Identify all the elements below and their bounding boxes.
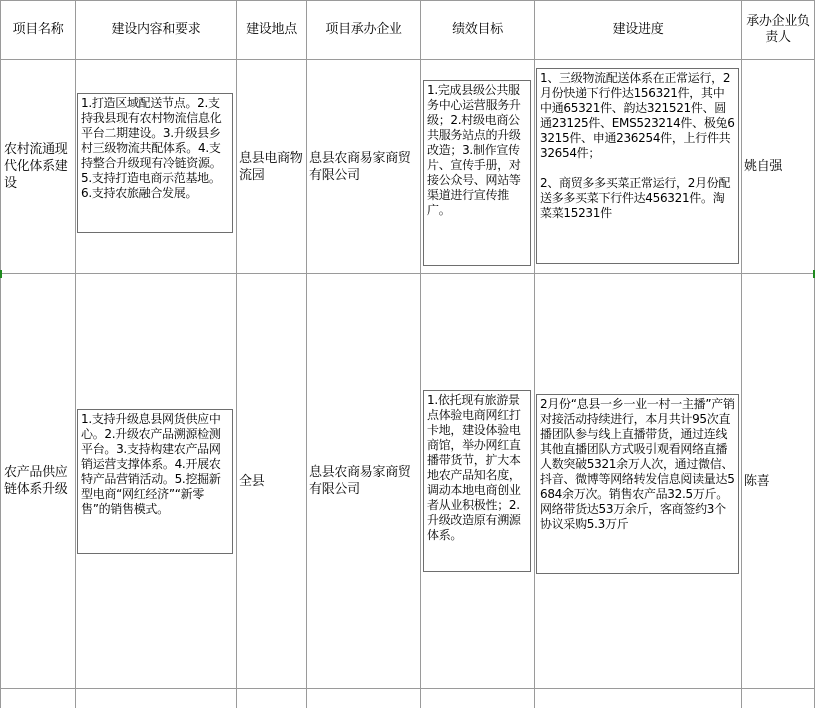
row2-goal-cell[interactable] bbox=[421, 274, 534, 688]
grid-line-col6 bbox=[741, 0, 742, 708]
row2-location[interactable]: 全县 bbox=[239, 473, 265, 489]
selection-marker-left bbox=[0, 270, 2, 278]
header-company[interactable]: 项目承办企业 bbox=[325, 22, 402, 37]
row1-progress-textbox: 1、三级物流配送体系在正常运行，2月份快递下行件达156321件，其中中通65321件、韵达321521件、圆通23125件、EMS523214件、极兔63215件、申通236254件，上行件共32654件； 2、商贸多多买菜正常运行，2月份配送多多买菜下行件达456321件。淘菜菜15231件 bbox=[536, 68, 739, 264]
row2-content-textbox: 1.支持升级息县网货供应中心。2.升级农产品溯源检测平台。3.支持构建农产品网销运营支撑体系。4.开展农特产品营销活动。5.挖掘新型电商“网红经济”“新零售”的销售模式。 bbox=[77, 409, 233, 554]
row1-owner[interactable]: 姚自强 bbox=[744, 159, 783, 174]
grid-line-col2 bbox=[236, 0, 237, 708]
row1-progress-cell[interactable] bbox=[535, 60, 741, 273]
row1-company[interactable]: 息县农商易家商贸有限公司 bbox=[309, 150, 411, 183]
grid-line-col0 bbox=[0, 0, 1, 708]
row1-location[interactable]: 息县电商物流园 bbox=[239, 150, 303, 183]
grid-line-col3 bbox=[306, 0, 307, 708]
header-project-name[interactable]: 项目名称 bbox=[12, 22, 64, 37]
header-progress[interactable]: 建设进度 bbox=[612, 22, 664, 37]
row2-progress-textbox: 2月份“息县一乡一业一村一主播”产销对接活动持续进行，本月共计95次直播团队参与线上直播带货，通过连线其他直播团队方式吸引观看网络直播人数突破5321余万人次，通过微信、抖音、微博等网络转发信息阅读量达5684余万次。销售农产品32.5万斤。网络带货达53万余斤，客商签约3个协议采购5.3万斤 bbox=[536, 394, 739, 574]
row2-owner[interactable]: 陈喜 bbox=[744, 473, 770, 489]
row1-project-name[interactable]: 农村流通现代化体系建设 bbox=[4, 142, 68, 191]
header-location[interactable]: 建设地点 bbox=[246, 22, 297, 37]
row2-company[interactable]: 息县农商易家商贸有限公司 bbox=[309, 465, 411, 497]
row1-goal-textbox: 1.完成县级公共服务中心运营服务升级；2.村级电商公共服务站点的升级改造；3.制作宣传片、宣传手册，对接公众号、网站等渠道进行宣传推广。 bbox=[423, 80, 531, 266]
row2-goal-textbox: 1.依托现有旅游景点体验电商网红打卡地，建设体验电商馆，举办网红直播带货节，扩大本地农产品知名度，调动本地电商创业者从业积极性；2.升级改造原有溯源体系。 bbox=[423, 390, 531, 572]
row2-progress-cell[interactable] bbox=[535, 274, 741, 688]
row1-goal-cell[interactable] bbox=[421, 60, 534, 273]
row2-content-cell[interactable] bbox=[76, 274, 236, 688]
row1-content-cell[interactable] bbox=[76, 60, 236, 273]
row2-project-name[interactable]: 农产品供应链体系升级 bbox=[4, 465, 68, 497]
header-content[interactable]: 建设内容和要求 bbox=[111, 22, 201, 37]
header-goal[interactable]: 绩效目标 bbox=[452, 22, 503, 37]
header-owner[interactable]: 承办企业负责人 bbox=[746, 14, 810, 45]
row1-content-textbox: 1.打造区域配送节点。2.支持我县现有农村物流信息化平台二期建设。3.升级县乡村三级物流共配体系。4.支持整合升级现有冷链资源。5.支持打造电商示范基地。6.支持农旅融合发展。 bbox=[77, 93, 233, 233]
grid-line-row2-bottom bbox=[0, 688, 815, 689]
